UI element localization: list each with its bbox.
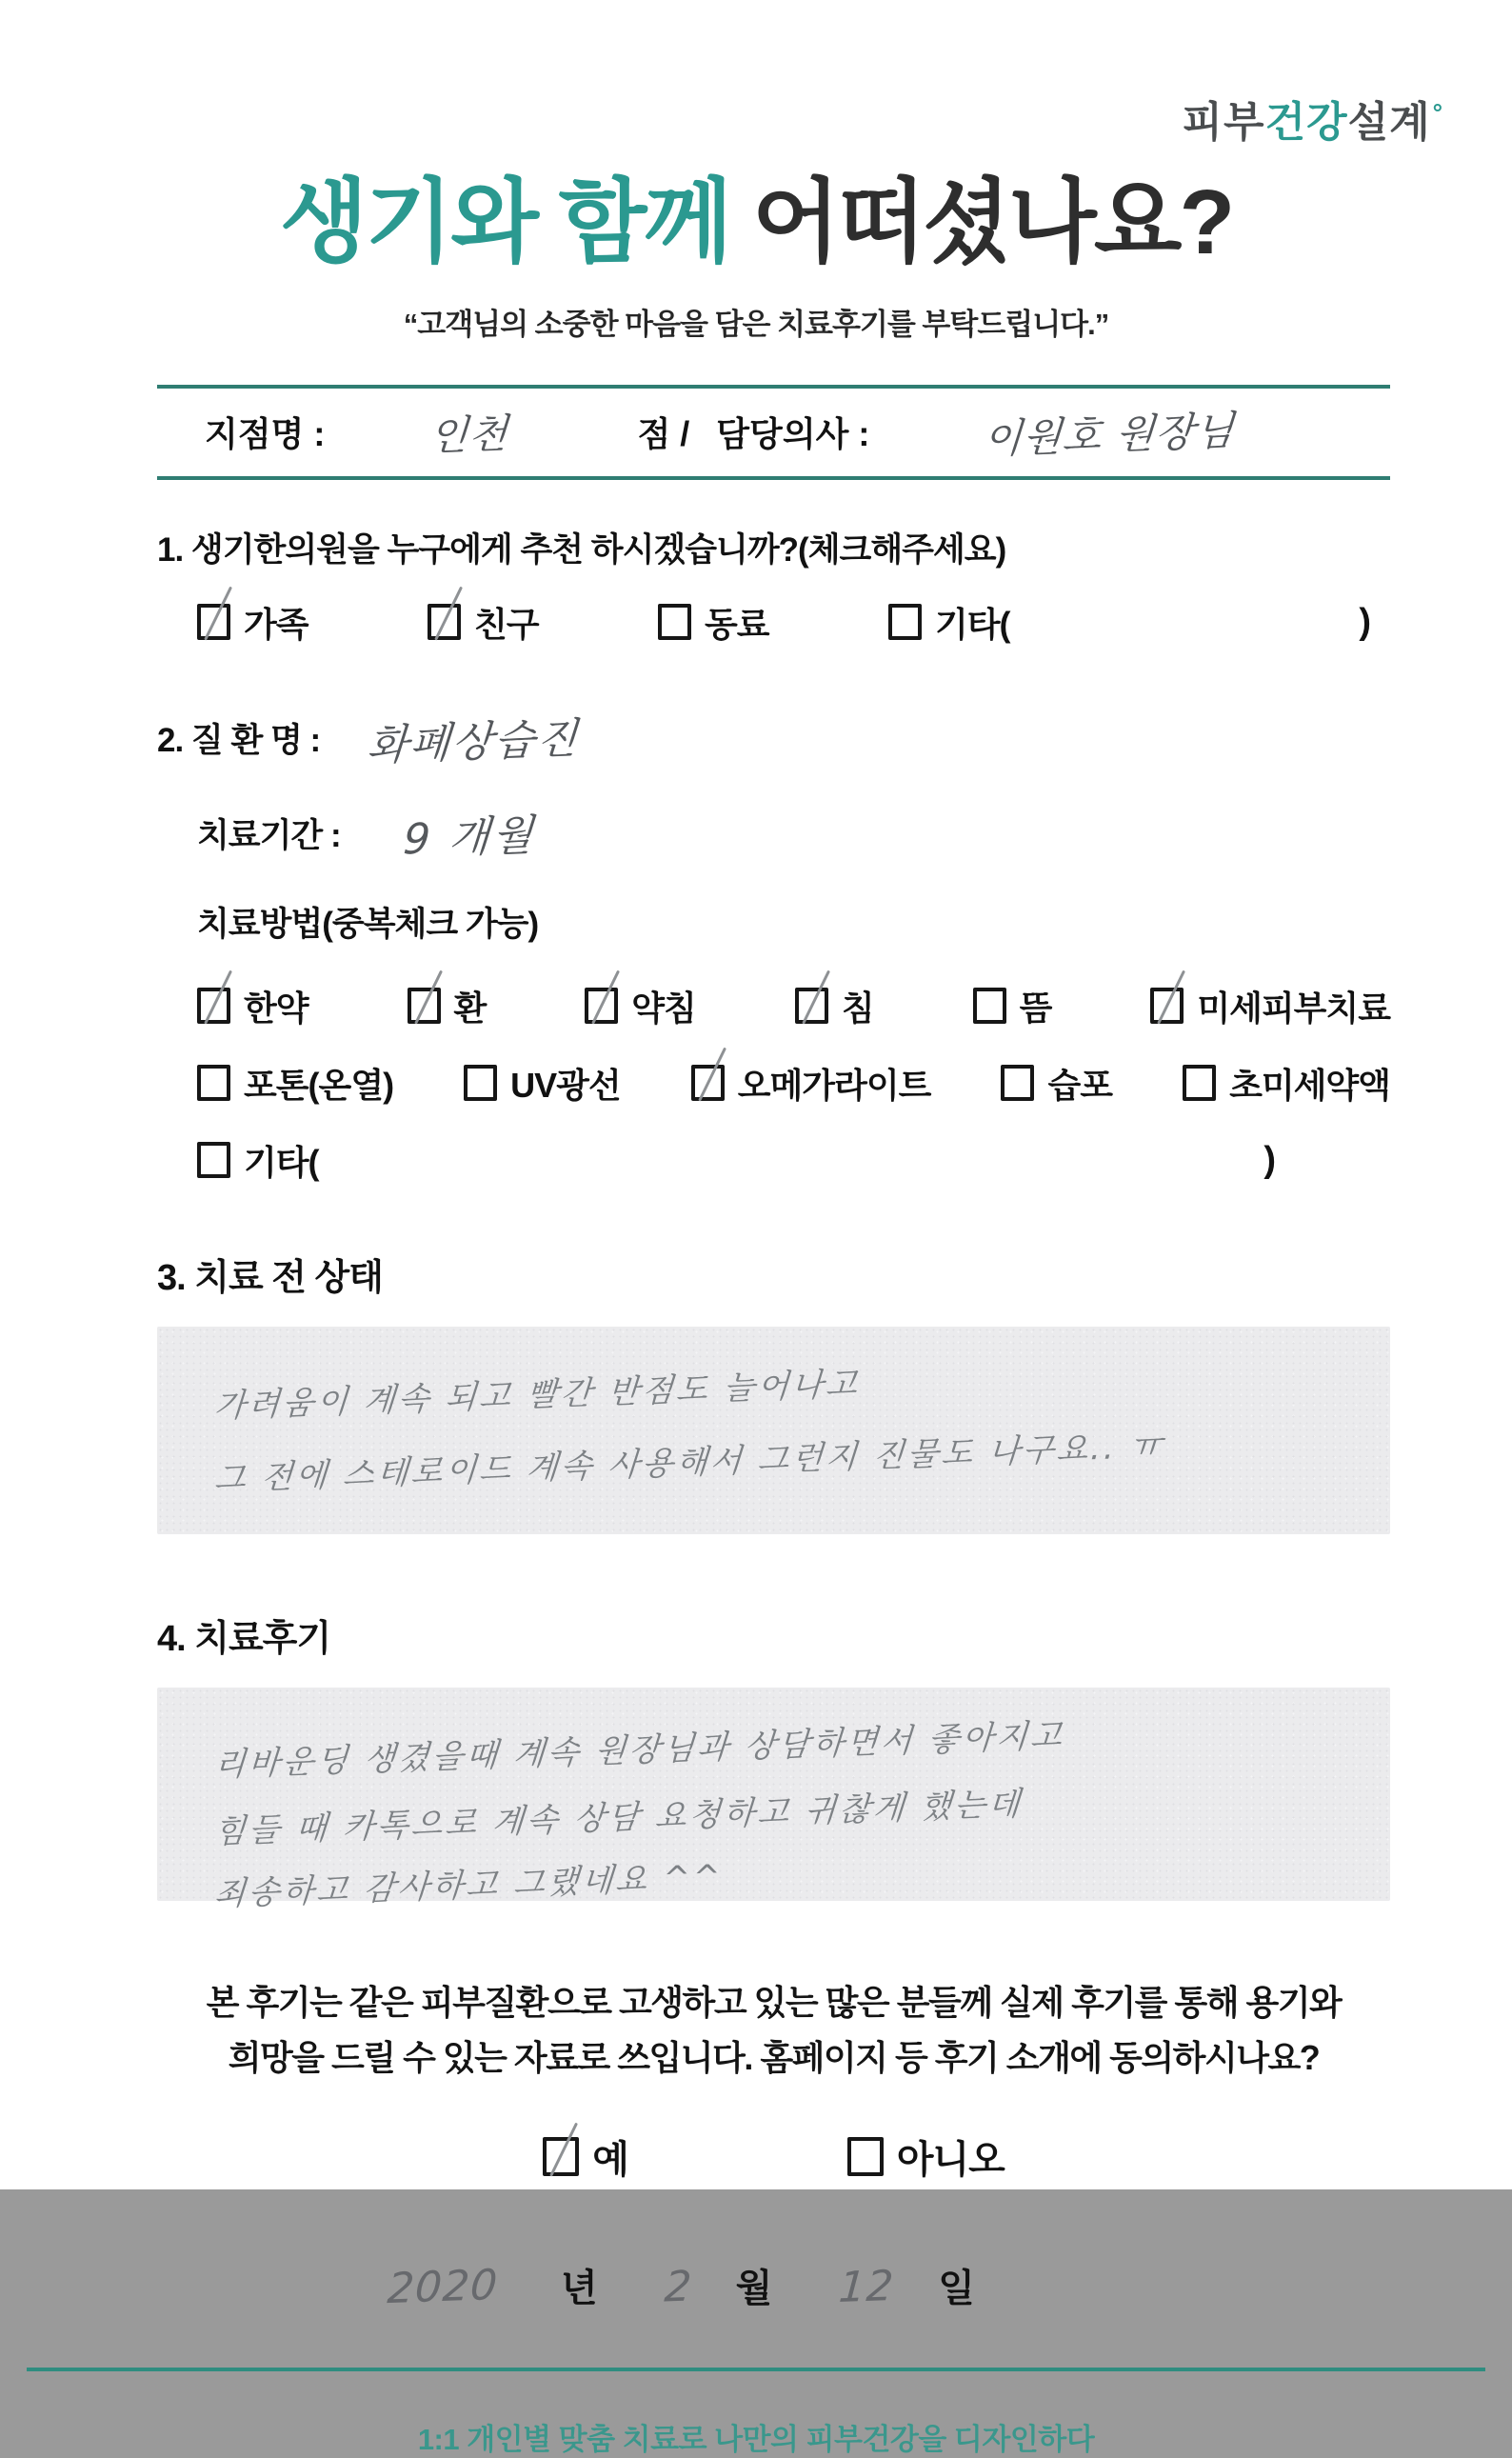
q1-option-colleague: [658, 598, 888, 647]
consent-line1: 본 후기는 같은 피부질환으로 고생하고 있는 많은 분들께 실제 후기를 통해 용기와: [206, 1982, 1342, 2022]
branch-suffix-label: 점 /: [637, 414, 690, 454]
checkbox-uv-label: UV광선: [510, 1065, 621, 1105]
q4-heading: 4. 치료후기: [157, 1618, 331, 1659]
checkbox-micro-skin-treatment[interactable]: [1150, 988, 1184, 1024]
checkbox-ultra-fine-solution-label: 초미세약액: [1229, 1065, 1390, 1105]
checkbox-herbal-medicine[interactable]: [197, 988, 230, 1024]
checkbox-photon[interactable]: [197, 1065, 230, 1101]
method-pharmacopuncture: [585, 982, 696, 1030]
checkbox-yes[interactable]: [543, 2137, 579, 2176]
q2-disease-label: 2. 질 환 명 :: [157, 721, 321, 759]
brand-logo-accent: 건강: [1264, 99, 1348, 146]
methods-row-etc: [157, 1136, 1390, 1185]
consent-option-no: [847, 2129, 1005, 2184]
other-close-paren: ): [1359, 601, 1371, 642]
doctor-value-handwriting: 이원호 원장님: [982, 407, 1237, 463]
check-mark: [591, 970, 620, 1025]
brand-logo-suffix: 설계: [1347, 99, 1431, 146]
page-subtitle: “고객님의 소중한 마음을 담은 치료후기를 부탁드립니다.”: [403, 307, 1109, 341]
branch-label: 지점명 :: [205, 414, 326, 454]
checkbox-photon-label: 포톤(온열): [244, 1065, 394, 1105]
checkbox-family[interactable]: [197, 604, 230, 640]
method-ultra-fine-solution: [1183, 1059, 1390, 1108]
checkbox-omega-light-label: 오메가라이트: [737, 1065, 931, 1105]
page-title-accent: 생기와 함께: [279, 171, 730, 273]
method-etc: [197, 1136, 319, 1185]
checkbox-no-label: 아니오: [896, 2139, 1005, 2182]
date-year-handwriting: 2020: [386, 2261, 500, 2314]
checkbox-acupuncture-label: 침: [841, 988, 874, 1028]
method-photon: [197, 1059, 393, 1108]
check-mark: [204, 587, 232, 641]
checkbox-family-label: 가족: [244, 604, 308, 644]
etc-close-paren: ): [1263, 1139, 1276, 1180]
q4-handwriting-line3: 죄송하고 감사하고 그랬네요 ^^: [212, 1857, 725, 1914]
q1-option-other: [888, 598, 1390, 647]
checkbox-colleague[interactable]: [658, 604, 691, 640]
date-year-label: 년: [560, 2268, 598, 2310]
checkbox-omega-light[interactable]: [691, 1065, 725, 1101]
review-notes-area: [157, 1688, 1390, 1914]
checkbox-herbal-medicine-label: 한약: [244, 988, 308, 1028]
check-mark: [434, 587, 463, 641]
checkbox-pharmacopuncture-label: 약침: [631, 988, 696, 1028]
consent-line2: 희망을 드릴 수 있는 자료로 쓰입니다. 홈페이지 등 후기 소개에 동의하시나요?: [228, 2038, 1320, 2078]
date-line: [157, 2258, 1390, 2312]
check-mark: [204, 970, 232, 1025]
date-day-handwriting: 12: [837, 2262, 897, 2313]
consent-option-yes: [543, 2129, 628, 2184]
q2-methods-label: 치료방법(중복체크 가능): [197, 905, 539, 943]
checkbox-yes-label: 예: [592, 2139, 628, 2182]
checkbox-pill-label: 환: [453, 988, 487, 1028]
check-mark: [414, 970, 443, 1025]
date-month-label: 월: [735, 2268, 773, 2310]
checkbox-friend[interactable]: [428, 604, 461, 640]
checkbox-pharmacopuncture[interactable]: [585, 988, 618, 1024]
checkbox-etc[interactable]: [197, 1142, 230, 1178]
brand-logo-prefix: 피부: [1182, 99, 1265, 146]
page-title: [0, 171, 1512, 273]
footer-divider: [27, 2368, 1485, 2371]
method-moxibustion: [973, 982, 1052, 1030]
check-mark: [1157, 970, 1185, 1025]
checkbox-other[interactable]: [888, 604, 922, 640]
q1-options: [157, 598, 1390, 647]
q3-handwriting-line1: 가려움이 계속 되고 빨간 반점도 늘어나고: [212, 1364, 862, 1426]
brand-logo: [0, 88, 1443, 149]
checkbox-moxibustion[interactable]: [973, 988, 1006, 1024]
method-uv: [464, 1059, 621, 1108]
method-omega-light: [691, 1059, 931, 1108]
consent-text: [157, 1975, 1390, 2087]
checkbox-friend-label: 친구: [474, 604, 539, 644]
method-acupuncture: [795, 982, 874, 1030]
q3-heading: 3. 치료 전 상태: [157, 1257, 383, 1298]
checkbox-wet-pack[interactable]: [1001, 1065, 1034, 1101]
footer-slogan: 1:1 개인별 맞춤 치료로 나만의 피부건강을 디자인하다: [417, 2423, 1095, 2457]
date-month-handwriting: 2: [662, 2262, 694, 2313]
check-mark: [802, 970, 830, 1025]
method-pill: [408, 982, 487, 1030]
check-mark: [698, 1048, 726, 1102]
checkbox-micro-skin-treatment-label: 미세피부치료: [1197, 988, 1390, 1028]
checkbox-uv[interactable]: [464, 1065, 497, 1101]
checkbox-colleague-label: 동료: [705, 604, 769, 644]
method-wet-pack: [1001, 1059, 1112, 1108]
q2-period-label: 치료기간 :: [197, 816, 341, 854]
method-herbal-medicine: [197, 982, 308, 1030]
q4-handwriting-line1: 리바운딩 생겼을때 계속 원장님과 상담하면서 좋아지고: [212, 1716, 1066, 1785]
consent-options: [157, 2129, 1390, 2184]
q1-option-friend: [428, 598, 658, 647]
branch-value-handwriting: 인천: [428, 410, 511, 460]
check-mark: [549, 2123, 578, 2177]
checkbox-etc-label: 기타(: [244, 1142, 319, 1182]
doctor-label: 담당의사 :: [716, 414, 870, 454]
methods-row-1: [157, 982, 1390, 1030]
checkbox-wet-pack-label: 습포: [1047, 1065, 1113, 1105]
degree-mark-icon: °: [1432, 98, 1443, 128]
checkbox-no[interactable]: [847, 2137, 884, 2176]
checkbox-acupuncture[interactable]: [795, 988, 828, 1024]
checkbox-moxibustion-label: 뜸: [1019, 988, 1052, 1028]
disease-value-handwriting: 화폐상습진: [366, 713, 582, 770]
q1-heading: 1. 생기한의원을 누구에게 추천 하시겠습니까?(체크해주세요): [157, 530, 1006, 569]
checkbox-ultra-fine-solution[interactable]: [1183, 1065, 1216, 1101]
date-day-label: 일: [938, 2268, 975, 2310]
period-value-handwriting: 9 개월: [401, 810, 538, 865]
q4-handwriting-line2: 힘들 때 카톡으로 계속 상담 요청하고 귀찮게 했는데: [212, 1784, 1025, 1851]
page-title-rest: 어떠셨나요?: [729, 171, 1233, 273]
method-micro-skin-treatment: [1150, 982, 1390, 1030]
checkbox-pill[interactable]: [408, 988, 441, 1024]
q1-option-family: [197, 598, 428, 647]
checkbox-other-label: 기타(: [935, 604, 1010, 644]
pre-treatment-notes-area: [157, 1327, 1390, 1534]
q3-handwriting-line2: 그 전에 스테로이드 계속 사용해서 그런지 진물도 나구요.. ㅠ: [212, 1427, 1166, 1499]
branch-doctor-band: [157, 385, 1390, 480]
methods-row-2: [157, 1059, 1390, 1108]
